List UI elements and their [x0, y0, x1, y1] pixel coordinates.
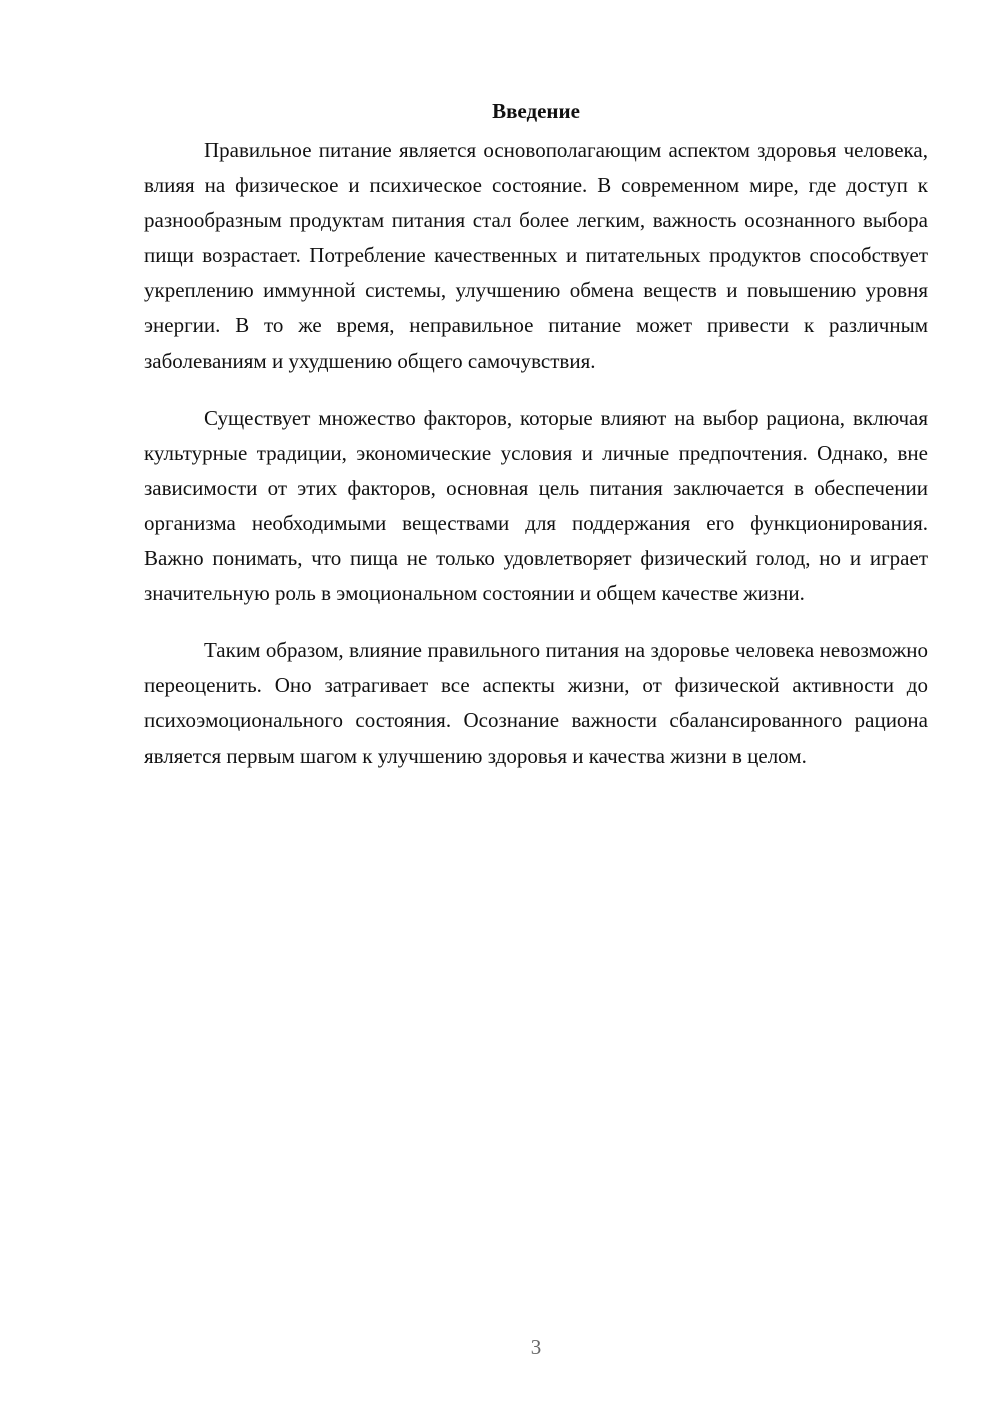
paragraph: Таким образом, влияние правильного питания на здоровье человека невозможно переоценить. Оно затрагивает все аспекты жизни, от физической активности до психоэмоционального состояния. Осознание важности сбалансированного рациона является первым шагом к улучшению здоровья и качества жизни в целом.: [144, 638, 928, 768]
paragraph: Правильное питание является основополагающим аспектом здоровья человека, влияя на физическое и психическое состояние. В современном мире, где доступ к разнообразным продуктам питания стал более легким, важность осознанного выбора пищи возрастает. Потребление качественных и питательных продуктов способствует укреплению иммунной системы, улучшению обмена веществ и повышению уровня энергии. В то же время, неправильное питание может привести к различным заболеваниям и ухудшению общего самочувствия.: [144, 138, 928, 373]
section-title: Введение: [492, 99, 580, 123]
paragraph: Существует множество факторов, которые влияют на выбор рациона, включая культурные традиции, экономические условия и личные предпочтения. Однако, вне зависимости от этих факторов, основная цель питания заключается в обеспечении организма необходимыми веществами для поддержания его функционирования. Важно понимать, что пища не только удовлетворяет физический голод, но и играет значительную роль в эмоциональном состоянии и общем качестве жизни.: [144, 405, 928, 606]
page-content: [144, 96, 928, 796]
page-number: 3: [530, 1335, 542, 1359]
